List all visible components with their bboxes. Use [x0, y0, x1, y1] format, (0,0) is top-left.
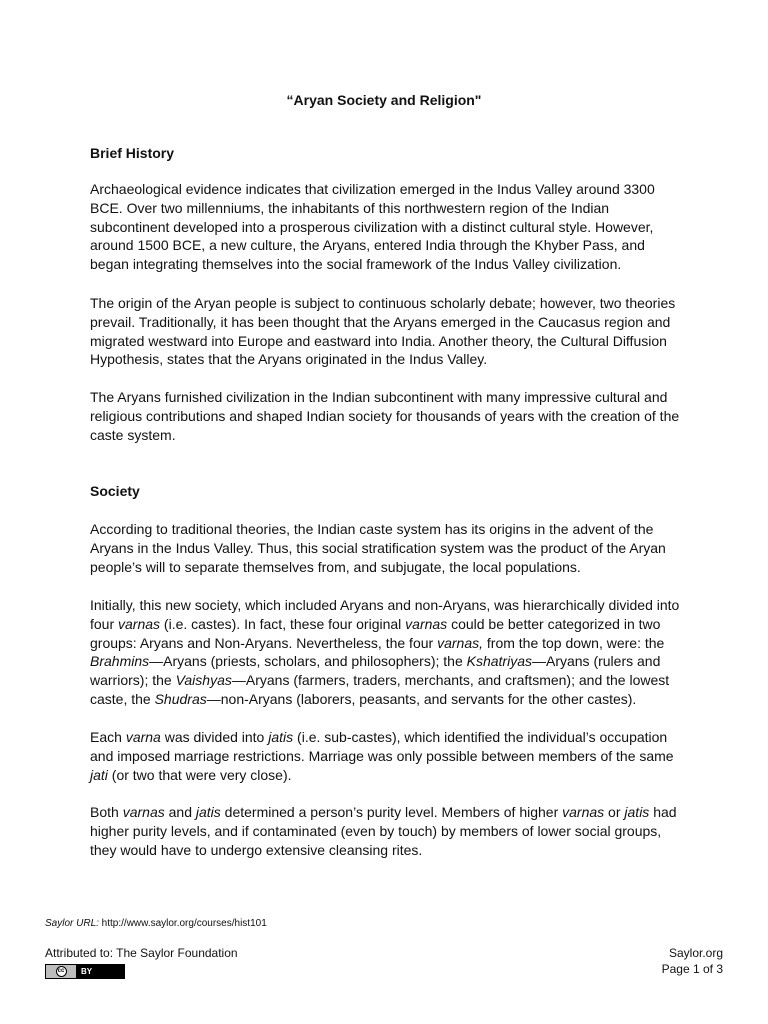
by-label: BY: [81, 967, 93, 976]
text-run: (or two that were very close).: [107, 766, 292, 783]
term-jatis: jatis: [195, 804, 221, 820]
term-jatis: jatis: [624, 804, 650, 820]
text-run: or: [604, 804, 625, 820]
text-run: was divided into: [160, 729, 269, 745]
text-run: (i.e. sub-castes), which identified the individual’s occupation and imposed marriage restrictions. Marriage was only possible between members of the same: [90, 729, 674, 764]
paragraph-history-2: The origin of the Aryan people is subject to continuous scholarly debate; however, two theories prevail. Traditionally, it has been thought that the Aryans emerged in the Caucasus region and migrated westward into Europe and eastward into India. Another theory, the Cultural Diffusion Hypothesis, states that the Aryans originated in the Indus Valley.: [90, 295, 676, 368]
paragraph-society-2: [90, 596, 680, 709]
text-run: Both: [90, 804, 123, 820]
paragraph-society-4: [90, 803, 680, 859]
text-run: had higher purity levels, and if contaminated (even by touch) by members of lower social groups, they would have to undergo extensive cleansing rites.: [90, 804, 677, 858]
term-vaishyas: Vaishyas: [175, 672, 232, 689]
text-run: Each: [90, 729, 126, 745]
term-kshatriyas: Kshatriyas: [466, 653, 532, 670]
term-varnas: varnas: [122, 804, 165, 820]
text-run: determined a person’s purity level. Members of higher: [220, 804, 563, 820]
text-run: and: [164, 804, 196, 820]
term-varnas: varnas: [562, 804, 605, 820]
paragraph-history-1: Archaeological evidence indicates that civilization emerged in the Indus Valley around 3300 BCE. Over two millenniums, the inhabitants of this northwestern region of the Indian subcontinent developed into a prosperous civilization with a distinct cultural style. However, around 1500 BCE, a new culture, the Aryans, entered India through the Khyber Pass, and began integrating themselves into the social framework of the Indus Valley civilization.: [90, 181, 655, 273]
text-run: from the top down, were: the: [483, 634, 665, 651]
footer-org: Saylor.org: [668, 946, 723, 960]
term-varnas: varnas: [118, 615, 161, 632]
heading-society: Society: [90, 483, 140, 499]
text-run: —Aryans (farmers, traders, merchants, and craftsmen); and the lowest caste, the: [90, 672, 670, 707]
text-run: (i.e. castes). In fact, these four original: [160, 615, 406, 632]
text-run: —Aryans (priests, scholars, and philosophers); the: [149, 653, 467, 670]
term-jatis: jatis: [268, 729, 294, 745]
term-varnas: varnas: [405, 615, 448, 632]
footer-url-link[interactable]: http://www.saylor.org/courses/hist101: [98, 918, 267, 929]
text-run: —non-Aryans (laborers, peasants, and servants for the other castes).: [206, 690, 637, 707]
document-title: “Aryan Society and Religion": [286, 92, 482, 108]
term-shudras: Shudras: [154, 690, 207, 707]
cc-by-license-badge[interactable]: [45, 964, 125, 979]
cc-icon: [46, 965, 76, 978]
cc-label: cc: [56, 966, 67, 977]
heading-brief-history: Brief History: [90, 145, 175, 161]
footer-url: [45, 918, 267, 929]
footer-url-label: Saylor URL:: [45, 918, 99, 929]
text-run: could be better categorized in two groups: Aryans and Non-Aryans. Nevertheless, the four: [90, 615, 661, 651]
term-jati: jati: [90, 766, 108, 783]
term-varnas: varnas,: [437, 634, 483, 651]
text-run: Initially, this new society, which included Aryans and non-Aryans, was hierarchically divided into four: [90, 597, 680, 632]
footer-attribution: Attributed to: The Saylor Foundation: [45, 946, 238, 960]
text-run: —Aryans (rulers and warriors); the: [90, 653, 661, 689]
paragraph-society-1: According to traditional theories, the Indian caste system has its origins in the advent of the Aryans in the Indus Valley. Thus, this social stratification system was the product of the Aryan people’s will to separate themselves from, and subjugate, the local populations.: [90, 521, 666, 575]
paragraph-society-3: [90, 728, 680, 784]
term-brahmins: Brahmins: [90, 653, 150, 670]
term-varna: varna: [125, 729, 161, 745]
page-number: Page 1 of 3: [661, 962, 723, 976]
paragraph-history-3: The Aryans furnished civilization in the Indian subcontinent with many impressive cultural and religious contributions and shaped Indian society for thousands of years with the creation of the caste system.: [90, 389, 680, 443]
